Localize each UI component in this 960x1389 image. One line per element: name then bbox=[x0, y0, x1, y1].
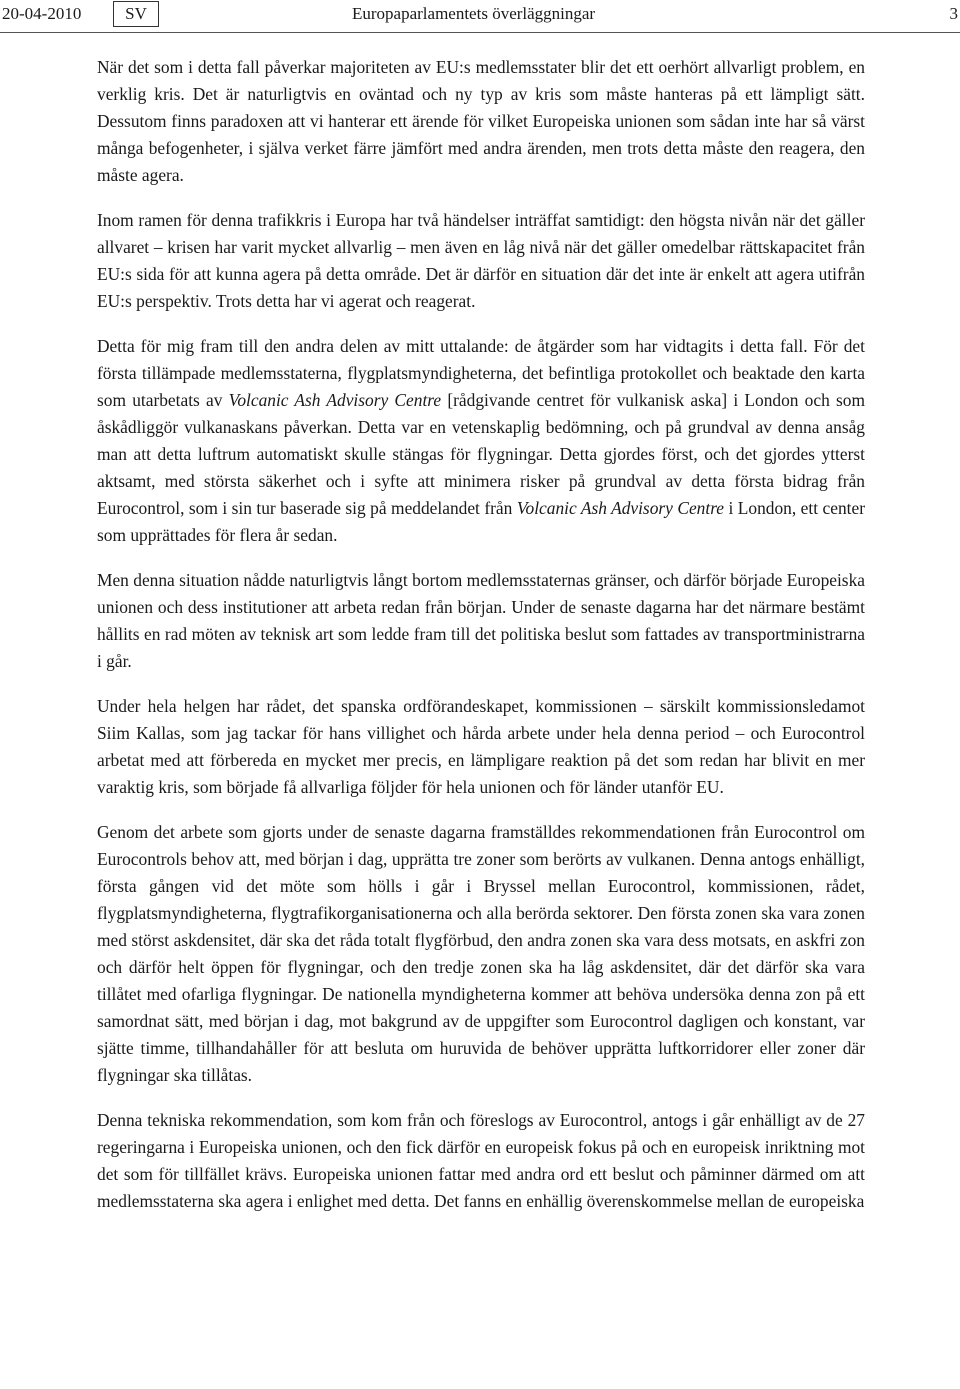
paragraph-3: Detta för mig fram till den andra delen av mitt uttalande: de åtgärder som har vidtagits i detta fall. För det första tillämpade medlemsstaterna, flygplatsmyndigheterna, det befintliga protokollet och beaktade den karta som utarbetats av Volcanic Ash Advisory Centre [rådgivande centret för vulkanisk aska] i London och som åskådliggör vulkanaskans påverkan. Detta var en vetenskaplig bedömning, och på grundval av denna ansåg man att detta luftrum automatiskt skulle stängas för flygningar. Detta gjordes först, och det gjordes ytterst aktsamt, med största säkerhet och i syfte att minimera risker på grundval av detta första bidrag från Eurocontrol, som i sin tur baserade sig på meddelandet från Volcanic Ash Advisory Centre i London, ett center som upprättades för flera år sedan. bbox=[97, 336, 865, 545]
paragraph-6: Genom det arbete som gjorts under de senaste dagarna framställdes rekommendationen från Eurocontrol om Eurocontrols behov att, med början i dag, upprätta tre zoner som berörts av vulkanen. Denna antogs enhälligt, första gången vid det möte som hölls i går i Bryssel mellan Eurocontrol, kommissionen, rådet, flygplatsmyndigheterna, flygtrafikorganisationerna och alla berörda sektorer. Den första zonen ska vara zonen med störst askdensitet, där ska det råda totalt flygförbud, den andra zonen ska vara dess motsats, en askfri zon och därför helt öppen för flygningar, och den tredje zonen ska ha låg askdensitet, där det därför ska vara tillåtet med ofarliga flygningar. De nationella myndigheterna kommer att behöva undersöka denna zon på ett samordnat sätt, med början i dag, mot bakgrund av de uppgifter som Eurocontrol dagligen och konstant, var sjätte timme, tillhandahåller för att besluta om huruvida de behöver upprätta luftkorridorer eller zoner där flygningar ska tillåtas. bbox=[97, 822, 865, 1085]
page-header bbox=[0, 0, 960, 34]
header-divider bbox=[0, 32, 960, 33]
header-date: 20-04-2010 bbox=[2, 4, 82, 23]
language-badge: SV bbox=[113, 1, 159, 27]
header-title: Europaparlamentets överläggningar bbox=[352, 4, 596, 23]
document-body bbox=[97, 54, 865, 1215]
paragraph-5: Under hela helgen har rådet, det spanska ordförandeskapet, kommissionen – särskilt kommissionsledamot Siim Kallas, som jag tackar för hans villighet och hårda arbete under hela denna period – och Eurocontrol arbetat med att förbereda en mycket mer precis, en lämpligare reaktion på det som redan har blivit en mer varaktig kris, som började få allvarliga följder för hela unionen och för länder utanför EU. bbox=[97, 696, 865, 797]
paragraph-4: Men denna situation nådde naturligtvis långt bortom medlemsstaternas gränser, och därför började Europeiska unionen och dess institutioner att arbeta redan från början. Under de senaste dagarna har det närmare bestämt hållits en rad möten av teknisk art som ledde fram till det politiska beslut som fattades av transportministrarna i går. bbox=[97, 570, 865, 671]
paragraph-1: När det som i detta fall påverkar majoriteten av EU:s medlemsstater blir det ett oerhört allvarligt problem, en verklig kris. Det är naturligtvis en oväntad och ny typ av kris som måste hanteras på ett lämpligt sätt. Dessutom finns paradoxen att vi hanterar ett ärende för vilket Europeiska unionen som sådan inte har så värst många befogenheter, i själva verket färre jämfört med andra ärenden, men trots detta måste den reagera, den måste agera. bbox=[97, 57, 865, 185]
page-number: 3 bbox=[949, 4, 958, 23]
paragraph-7: Denna tekniska rekommendation, som kom från och föreslogs av Eurocontrol, antogs i går enhälligt av de 27 regeringarna i Europeiska unionen, och den fick därför en europeisk fokus på och en europeisk inriktning mot det som för tillfället krävs. Europeiska unionen fattar med andra ord ett beslut och påminner därmed om att medlemsstaterna ska agera i enlighet med detta. Det fanns en enhällig överenskommelse mellan de europeiska bbox=[97, 1110, 865, 1211]
paragraph-2: Inom ramen för denna trafikkris i Europa har två händelser inträffat samtidigt: den högsta nivån när det gäller allvaret – krisen har varit mycket allvarlig – men även en låg nivå när det gäller omedelbar rättskapacitet från EU:s sida för att kunna agera på detta område. Det är därför en situation där det inte är enkelt att agera utifrån EU:s perspektiv. Trots detta har vi agerat och reagerat. bbox=[97, 210, 865, 311]
italic-reference: Volcanic Ash Advisory Centre bbox=[228, 390, 442, 410]
italic-reference: Volcanic Ash Advisory Centre bbox=[516, 498, 725, 518]
